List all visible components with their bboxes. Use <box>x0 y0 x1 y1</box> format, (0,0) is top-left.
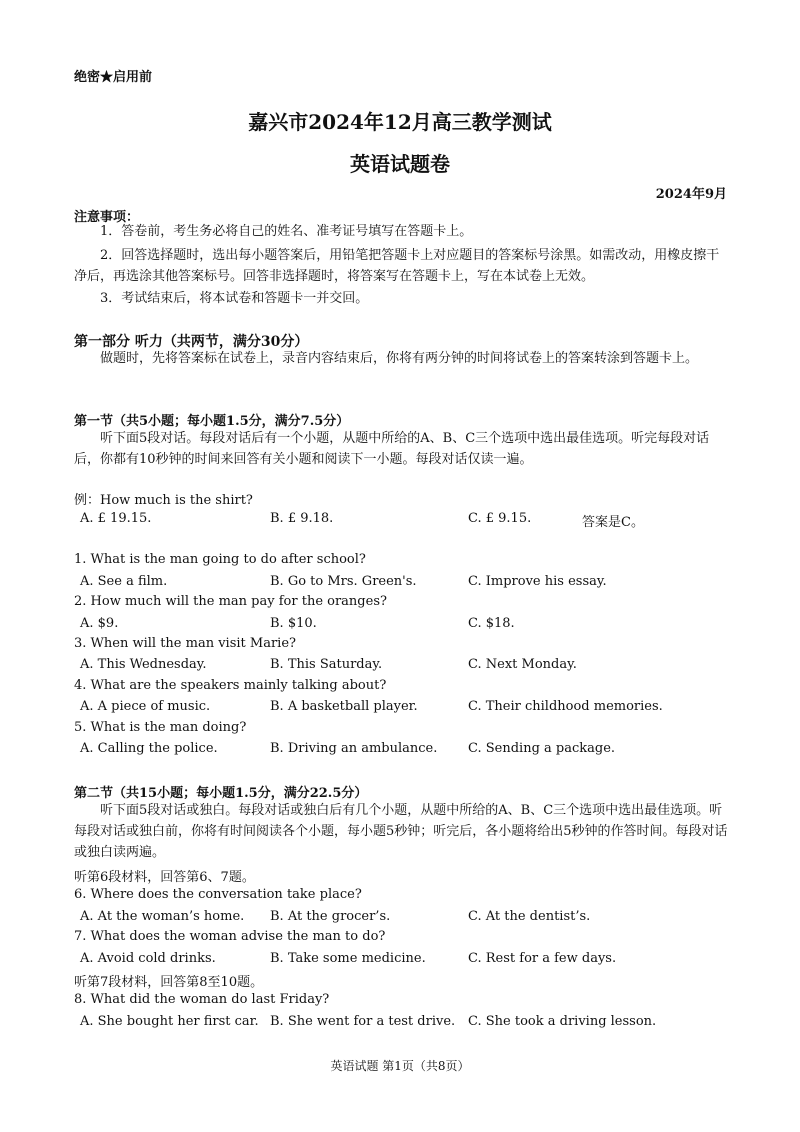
example-answer: 答案是C。 <box>582 515 644 530</box>
q4-option-b: B. A basketball player. <box>270 699 418 714</box>
q4-option-c: C. Their childhood memories. <box>468 699 663 714</box>
paper-title: 英语试题卷 <box>350 152 450 176</box>
section1-heading: 第一节（共5小题；每小题1.5分，满分7.5分） <box>74 414 350 429</box>
q5-option-c: C. Sending a package. <box>468 741 616 756</box>
q7-option-b: B. Take some medicine. <box>270 951 426 966</box>
question-6: 6. Where does the conversation take place? <box>74 887 362 902</box>
notes-heading: 注意事项： <box>74 210 140 225</box>
q1-option-c: C. Improve his essay. <box>468 574 607 589</box>
question-1: 1. What is the man going to do after school? <box>74 552 366 567</box>
q6-option-c: C. At the dentist’s. <box>468 909 591 924</box>
question-2: 2. How much will the man pay for the oranges? <box>74 594 387 609</box>
q5-option-b: B. Driving an ambulance. <box>270 741 438 756</box>
question-4: 4. What are the speakers mainly talking about? <box>74 678 387 693</box>
material-7-instruction: 听第7段材料，回答第8至10题。 <box>74 975 264 990</box>
q3-option-a: A. This Wednesday. <box>80 657 207 672</box>
exam-title: 嘉兴市2024年12月高三教学测试 <box>248 110 552 134</box>
q2-option-c: C. $18. <box>468 616 515 631</box>
question-8: 8. What did the woman do last Friday? <box>74 992 330 1007</box>
q1-option-a: A. See a film. <box>80 574 168 589</box>
q4-option-a: A. A piece of music. <box>80 699 211 714</box>
example-option-c: C. £ 9.15. <box>468 511 532 526</box>
note-item-3: 3．考试结束后，将本试卷和答题卡一并交回。 <box>100 291 369 306</box>
q2-option-a: A. $9. <box>80 616 119 631</box>
note-item-1: 1．答卷前，考生务必将自己的姓名、准考证号填写在答题卡上。 <box>100 224 473 239</box>
q5-option-a: A. Calling the police. <box>80 741 218 756</box>
q7-option-c: C. Rest for a few days. <box>468 951 617 966</box>
exam-date: 2024年9月 <box>655 187 727 202</box>
q1-option-b: B. Go to Mrs. Green's. <box>270 574 417 589</box>
q7-option-a: A. Avoid cold drinks. <box>80 951 216 966</box>
part1-heading: 第一部分 听力（共两节，满分30分） <box>74 334 309 350</box>
q6-option-b: B. At the grocer’s. <box>270 909 391 924</box>
question-7: 7. What does the woman advise the man to do? <box>74 929 386 944</box>
confidential-mark: 绝密★启用前 <box>74 70 153 85</box>
page-footer: 英语试题 第1页（共8页） <box>330 1059 470 1073</box>
question-3: 3. When will the man visit Marie? <box>74 636 296 651</box>
example-option-b: B. £ 9.18. <box>270 511 334 526</box>
q6-option-a: A. At the woman’s home. <box>80 909 245 924</box>
q2-option-b: B. $10. <box>270 616 317 631</box>
section1-intro: 听下面5段对话。每段对话后有一个小题，从题中所给的A、B、C三个选项中选出最佳选项。听完每段对话后，你都有10秒钟的时间来回答有关小题和阅读下一小题。每段对话仅读一遍。 <box>74 431 710 467</box>
q3-option-c: C. Next Monday. <box>468 657 577 672</box>
part1-intro: 做题时，先将答案标在试卷上，录音内容结束后，你将有两分钟的时间将试卷上的答案转涂到答题卡上。 <box>100 351 699 366</box>
example-question: 例：How much is the shirt? <box>74 493 253 508</box>
section2-heading: 第二节（共15小题；每小题1.5分，满分22.5分） <box>74 786 368 801</box>
example-option-a: A. £ 19.15. <box>80 511 152 526</box>
q8-option-c: C. She took a driving lesson. <box>468 1014 657 1029</box>
section2-intro: 听下面5段对话或独白。每段对话或独白后有几个小题，从题中所给的A、B、C三个选项中选出最佳选项。听每段对话或独白前，你将有时间阅读各个小题，每小题5秒钟；听完后，各小题将给出5秒钟的作答时间。每段对话或独白读两遍。 <box>74 803 728 860</box>
q8-option-b: B. She went for a test drive. <box>270 1014 456 1029</box>
note-item-2: 2．回答选择题时，选出每小题答案后，用铅笔把答题卡上对应题目的答案标号涂黑。如需改动，用橡皮擦干净后，再选涂其他答案标号。回答非选择题时，将答案写在答题卡上，写在本试卷上无效。 <box>74 248 720 284</box>
q3-option-b: B. This Saturday. <box>270 657 383 672</box>
q8-option-a: A. She bought her first car. <box>80 1014 259 1029</box>
material-6-instruction: 听第6段材料，回答第6、7题。 <box>74 870 255 885</box>
question-5: 5. What is the man doing? <box>74 720 247 735</box>
